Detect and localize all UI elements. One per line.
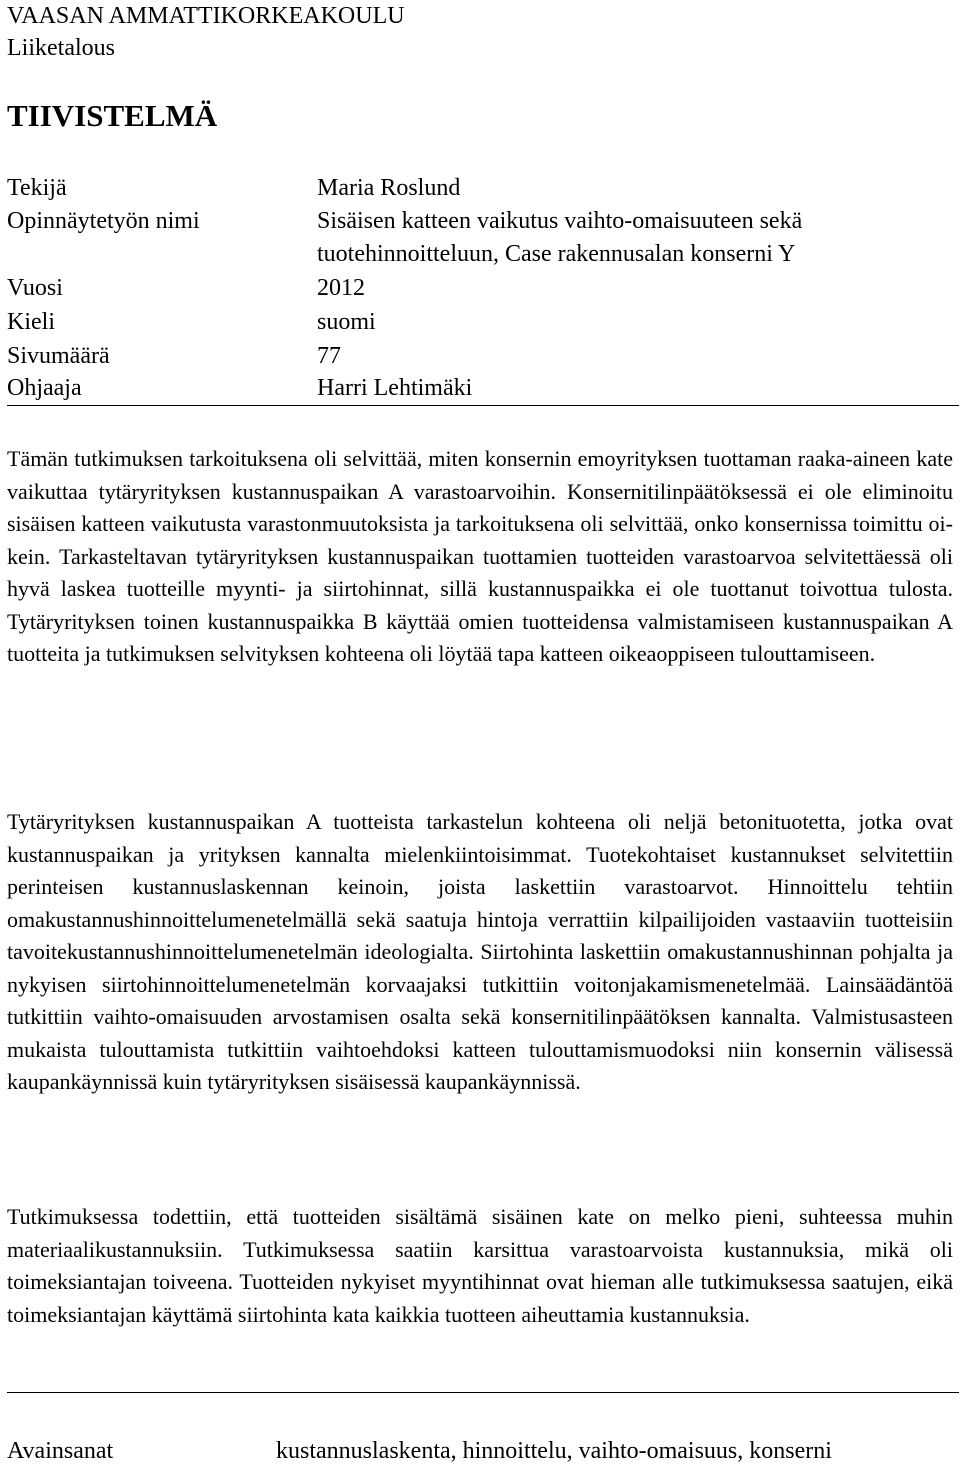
language-label: Kieli	[7, 309, 55, 335]
department-name: Liiketalous	[7, 35, 115, 61]
year-label: Vuosi	[7, 275, 63, 301]
institution-name: VAASAN AMMATTIKORKEAKOULU	[7, 3, 405, 29]
year-value: 2012	[317, 275, 365, 301]
keywords-value: kustannuslaskenta, hinnoittelu, vaihto-omaisuus, konserni	[276, 1438, 832, 1464]
abstract-paragraph-3: Tutkimuksessa todettiin, että tuotteiden sisältämä sisäinen kate on melko pieni, suhteessa muhin materiaalikustannuksiin. Tutkimuksessa saatiin karsittua varastoarvoista kustannuksia, mikä oli toimeksiantajan toiveena. Tuotteiden nykyiset myyntihinnat ovat hieman alle tutkimuksessa saatujen, eikä toimeksiantajan käyttämä siirtohinta kata kaikkia tuotteen aiheuttamia kustannuksia.	[7, 1204, 953, 1327]
thesis-value-line1: Sisäisen katteen vaikutus vaihto-omaisuuteen sekä	[317, 208, 803, 234]
metadata-divider	[7, 405, 959, 406]
supervisor-value: Harri Lehtimäki	[317, 375, 473, 401]
keywords-divider	[7, 1392, 959, 1393]
author-value: Maria Roslund	[317, 175, 461, 201]
pages-value: 77	[317, 343, 341, 369]
supervisor-label: Ohjaaja	[7, 375, 82, 401]
author-label: Tekijä	[7, 175, 67, 201]
keywords-label: Avainsanat	[7, 1438, 114, 1464]
thesis-value-line2: tuotehinnoitteluun, Case rakennusalan konserni Y	[317, 241, 796, 267]
language-value: suomi	[317, 309, 376, 335]
thesis-label: Opinnäytetyön nimi	[7, 208, 200, 234]
page-title: TIIVISTELMÄ	[7, 98, 218, 133]
document-header	[7, 0, 405, 64]
pages-label: Sivumäärä	[7, 343, 110, 369]
abstract-paragraph-1: Tämän tutkimuksen tarkoituksena oli selvittää, miten konsernin emoyrityksen tuottaman raaka-aineen kate vaikuttaa tytäryrityksen kustannuspaikan A varastoarvoihin. Konsernitilinpäätöksessä ei ole eliminoitu sisäisen katteen vaikutusta varastonmuutoksista ja tarkoituksena oli selvittää, onko konsernissa toimittu oikein. Tarkasteltavan tytäryrityksen kustannuspaikan tuottamien tuotteiden varastoarvoa selvitettäessä oli hyvä laskea tuotteille myynti- ja siirtohinnat, sillä kustannuspaikka ei ole tuottanut toivottua tulosta. Tytäryrityksen toinen kustannuspaikka B käyttää omien tuotteidensa valmistamiseen kustannuspaikan A tuotteita ja tutkimuksen selvityksen kohteena oli löytää tapa katteen oikeaoppiseen tulouttamiseen.	[7, 446, 953, 666]
abstract-paragraph-2: Tytäryrityksen kustannuspaikan A tuotteista tarkastelun kohteena oli neljä betonituotetta, jotka ovat kustannuspaikan ja yrityksen kannalta mielenkiintoisimmat. Tuotekohtaiset kustannukset selvitettiin perinteisen kustannuslaskennan keinoin, joista laskettiin varastoarvot. Hinnoittelu tehtiin omakustannushinnoittelumenetelmällä sekä saatuja hintoja verrattiin kilpailijoiden vastaaviin tuotteisiin tavoitekustannushinnoittelumenetelmän ideologialta. Siirtohinta laskettiin omakustannushinnan pohjalta ja nykyisen siirtohinnoittelumenetelmän korvaajaksi tutkittiin voitonjakamismenetelmää. Lainsäädäntöä tutkittiin vaihto-omaisuuden arvostamisen osalta sekä konsernitilinpäätöksen kannalta. Valmistusasteen mukaista tulouttamista tutkittiin vaihtoehdoksi katteen tulouttamismuodoksi niin konsernin välisessä kaupankäynnissä kuin tytäryrityksen sisäisessä kaupankäynnissä.	[7, 809, 953, 1094]
